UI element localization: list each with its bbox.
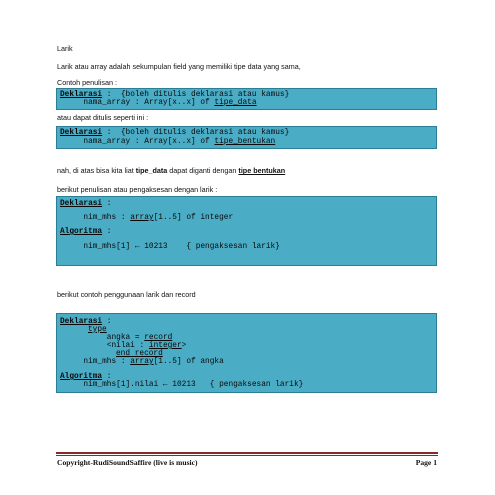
record-label: berikut contoh penggunaan larik dan record xyxy=(57,290,196,299)
code-underlined: end record xyxy=(116,350,163,358)
code-line xyxy=(60,228,111,237)
code-line xyxy=(60,99,257,108)
code-underlined: array xyxy=(130,214,154,222)
code-box-2 xyxy=(56,126,437,149)
code-text: [1..5] of angka xyxy=(153,358,224,366)
code-line: nim_mhs[1].nilai ← 10213 { pengaksesan larik} xyxy=(60,381,304,389)
code-line xyxy=(60,358,224,367)
note-text: nah, di atas bisa kita liat xyxy=(57,166,136,175)
note-bold: tipe_data xyxy=(135,166,168,175)
code-text: : xyxy=(102,200,112,208)
code-line: nim_mhs[1] ← 10213 { pengaksesan larik} xyxy=(60,243,280,251)
code-text: : {boleh ditulis deklarasi atau kamus} xyxy=(102,129,290,137)
code-line xyxy=(60,200,111,209)
code-line xyxy=(60,138,275,147)
keyword-deklarasi: Deklarasi xyxy=(60,129,103,137)
footer-page-number: Page 1 xyxy=(415,458,437,467)
contoh-label: Contoh penulisan : xyxy=(57,78,117,87)
keyword-deklarasi: Deklarasi xyxy=(60,91,103,99)
atau-label: atau dapat ditulis seperti ini : xyxy=(57,113,149,122)
footer-copyright: Copyright-RudiSoundSaffire (live is music) xyxy=(57,458,198,467)
keyword-deklarasi: Deklarasi xyxy=(60,318,103,326)
code-text: nim_mhs : xyxy=(60,214,131,222)
note-bold-underlined: tipe bentukan xyxy=(238,166,286,175)
code-text: angka = xyxy=(60,334,145,342)
code-text: nama_array : Array[x..x] of xyxy=(60,138,215,146)
code-text: <nilai : xyxy=(60,342,149,350)
code-text: nim_mhs : xyxy=(60,358,131,366)
code-underlined: type xyxy=(88,326,107,334)
code-box-3 xyxy=(56,196,437,266)
access-label: berikut penulisan atau pengaksesan dengan larik : xyxy=(57,185,218,194)
code-underlined: integer xyxy=(148,342,182,350)
code-text: > xyxy=(181,342,187,350)
intro-paragraph: Larik atau array adalah sekumpulan field yang memiliki tipe data yang sama, xyxy=(57,62,301,71)
code-text: [1..5] of integer xyxy=(153,214,234,222)
keyword-deklarasi: Deklarasi xyxy=(60,200,103,208)
code-text: : {boleh ditulis deklarasi atau kamus} xyxy=(102,91,290,99)
footer-rule-thin xyxy=(56,455,438,456)
code-underlined: record xyxy=(144,334,173,342)
keyword-algoritma: Algoritma xyxy=(60,373,103,381)
footer-rule xyxy=(56,452,438,454)
code-text: : xyxy=(102,373,112,381)
code-box-1 xyxy=(56,88,437,110)
code-text: : xyxy=(102,318,112,326)
code-underlined: tipe_data xyxy=(214,99,257,107)
note-text: dapat diganti dengan xyxy=(167,166,239,175)
note-paragraph xyxy=(57,166,285,175)
code-text: nama_array : Array[x..x] of xyxy=(60,99,215,107)
code-box-4 xyxy=(56,313,437,393)
code-line xyxy=(60,129,289,138)
heading-larik: Larik xyxy=(57,44,73,53)
keyword-algoritma: Algoritma xyxy=(60,228,103,236)
code-underlined: array xyxy=(130,358,154,366)
code-line xyxy=(60,214,233,223)
code-underlined: tipe_bentukan xyxy=(214,138,276,146)
code-text: : xyxy=(102,228,112,236)
